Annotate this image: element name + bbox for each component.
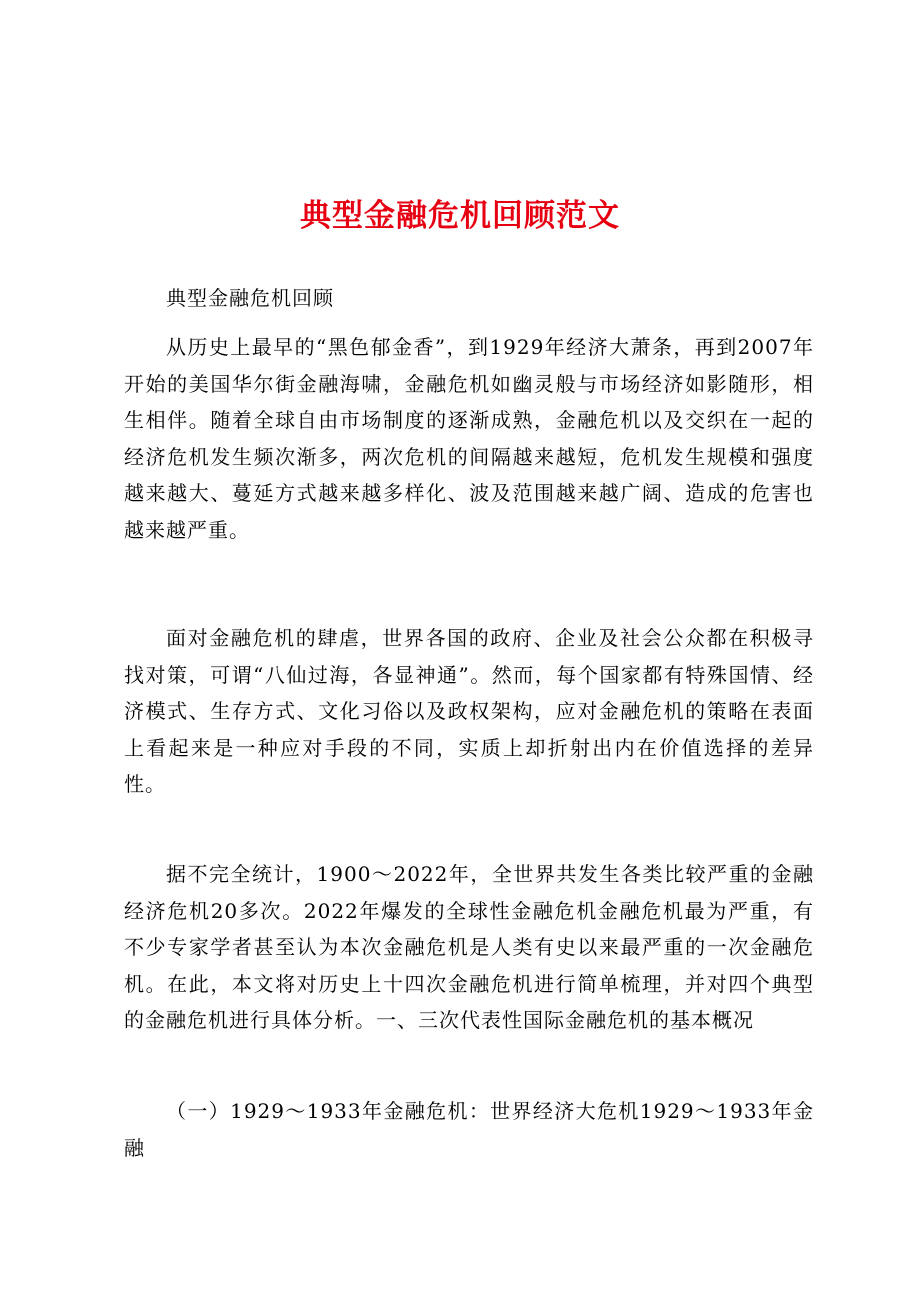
- paragraph-text: 面对金融危机的肆虐，世界各国的政府、企业及社会公众都在积极寻找对策，可谓“八仙过海，各显神通”。然而，每个国家都有特殊国情、经济模式、生存方式、文化习俗以及政权架构，应对金融危机的策略在表面上看起来是一种应对手段的不同，实质上却折射出内在价值选择的差异性。: [124, 626, 814, 796]
- paragraph-text: 从历史上最早的“黑色郁金香”，到1929年经济大萧条，再到2007年开始的美国华尔街金融海啸，金融危机如幽灵般与市场经济如影随形，相生相伴。随着全球自由市场制度的逐渐成熟，金融危机以及交织在一起的经济危机发生频次渐多，两次危机的间隔越来越短，危机发生规模和强度越来越大、蔓延方式越来越多样化、波及范围越来越广阔、造成的危害也越来越严重。: [124, 335, 814, 542]
- paragraph-1: [124, 329, 814, 548]
- paragraph-2: [124, 620, 814, 803]
- paragraph-4: [124, 1093, 814, 1166]
- subtitle-text: 典型金融危机回顾: [166, 286, 334, 310]
- paragraph-text: （一）1929～1933年金融危机：世界经济大危机1929～1933年金融: [124, 1099, 814, 1160]
- paragraph-text: 据不完全统计，1900～2022年，全世界共发生各类比较严重的金融经济危机20多次。2022年爆发的全球性金融危机金融危机最为严重，有不少专家学者甚至认为本次金融危机是人类有史以来最严重的一次金融危机。在此，本文将对历史上十四次金融危机进行简单梳理，并对四个典型的金融危机进行具体分析。一、三次代表性国际金融危机的基本概况: [124, 862, 814, 1032]
- document-subtitle: [124, 280, 814, 317]
- paragraph-3: [124, 856, 814, 1039]
- document-title: 典型金融危机回顾范文: [300, 198, 620, 234]
